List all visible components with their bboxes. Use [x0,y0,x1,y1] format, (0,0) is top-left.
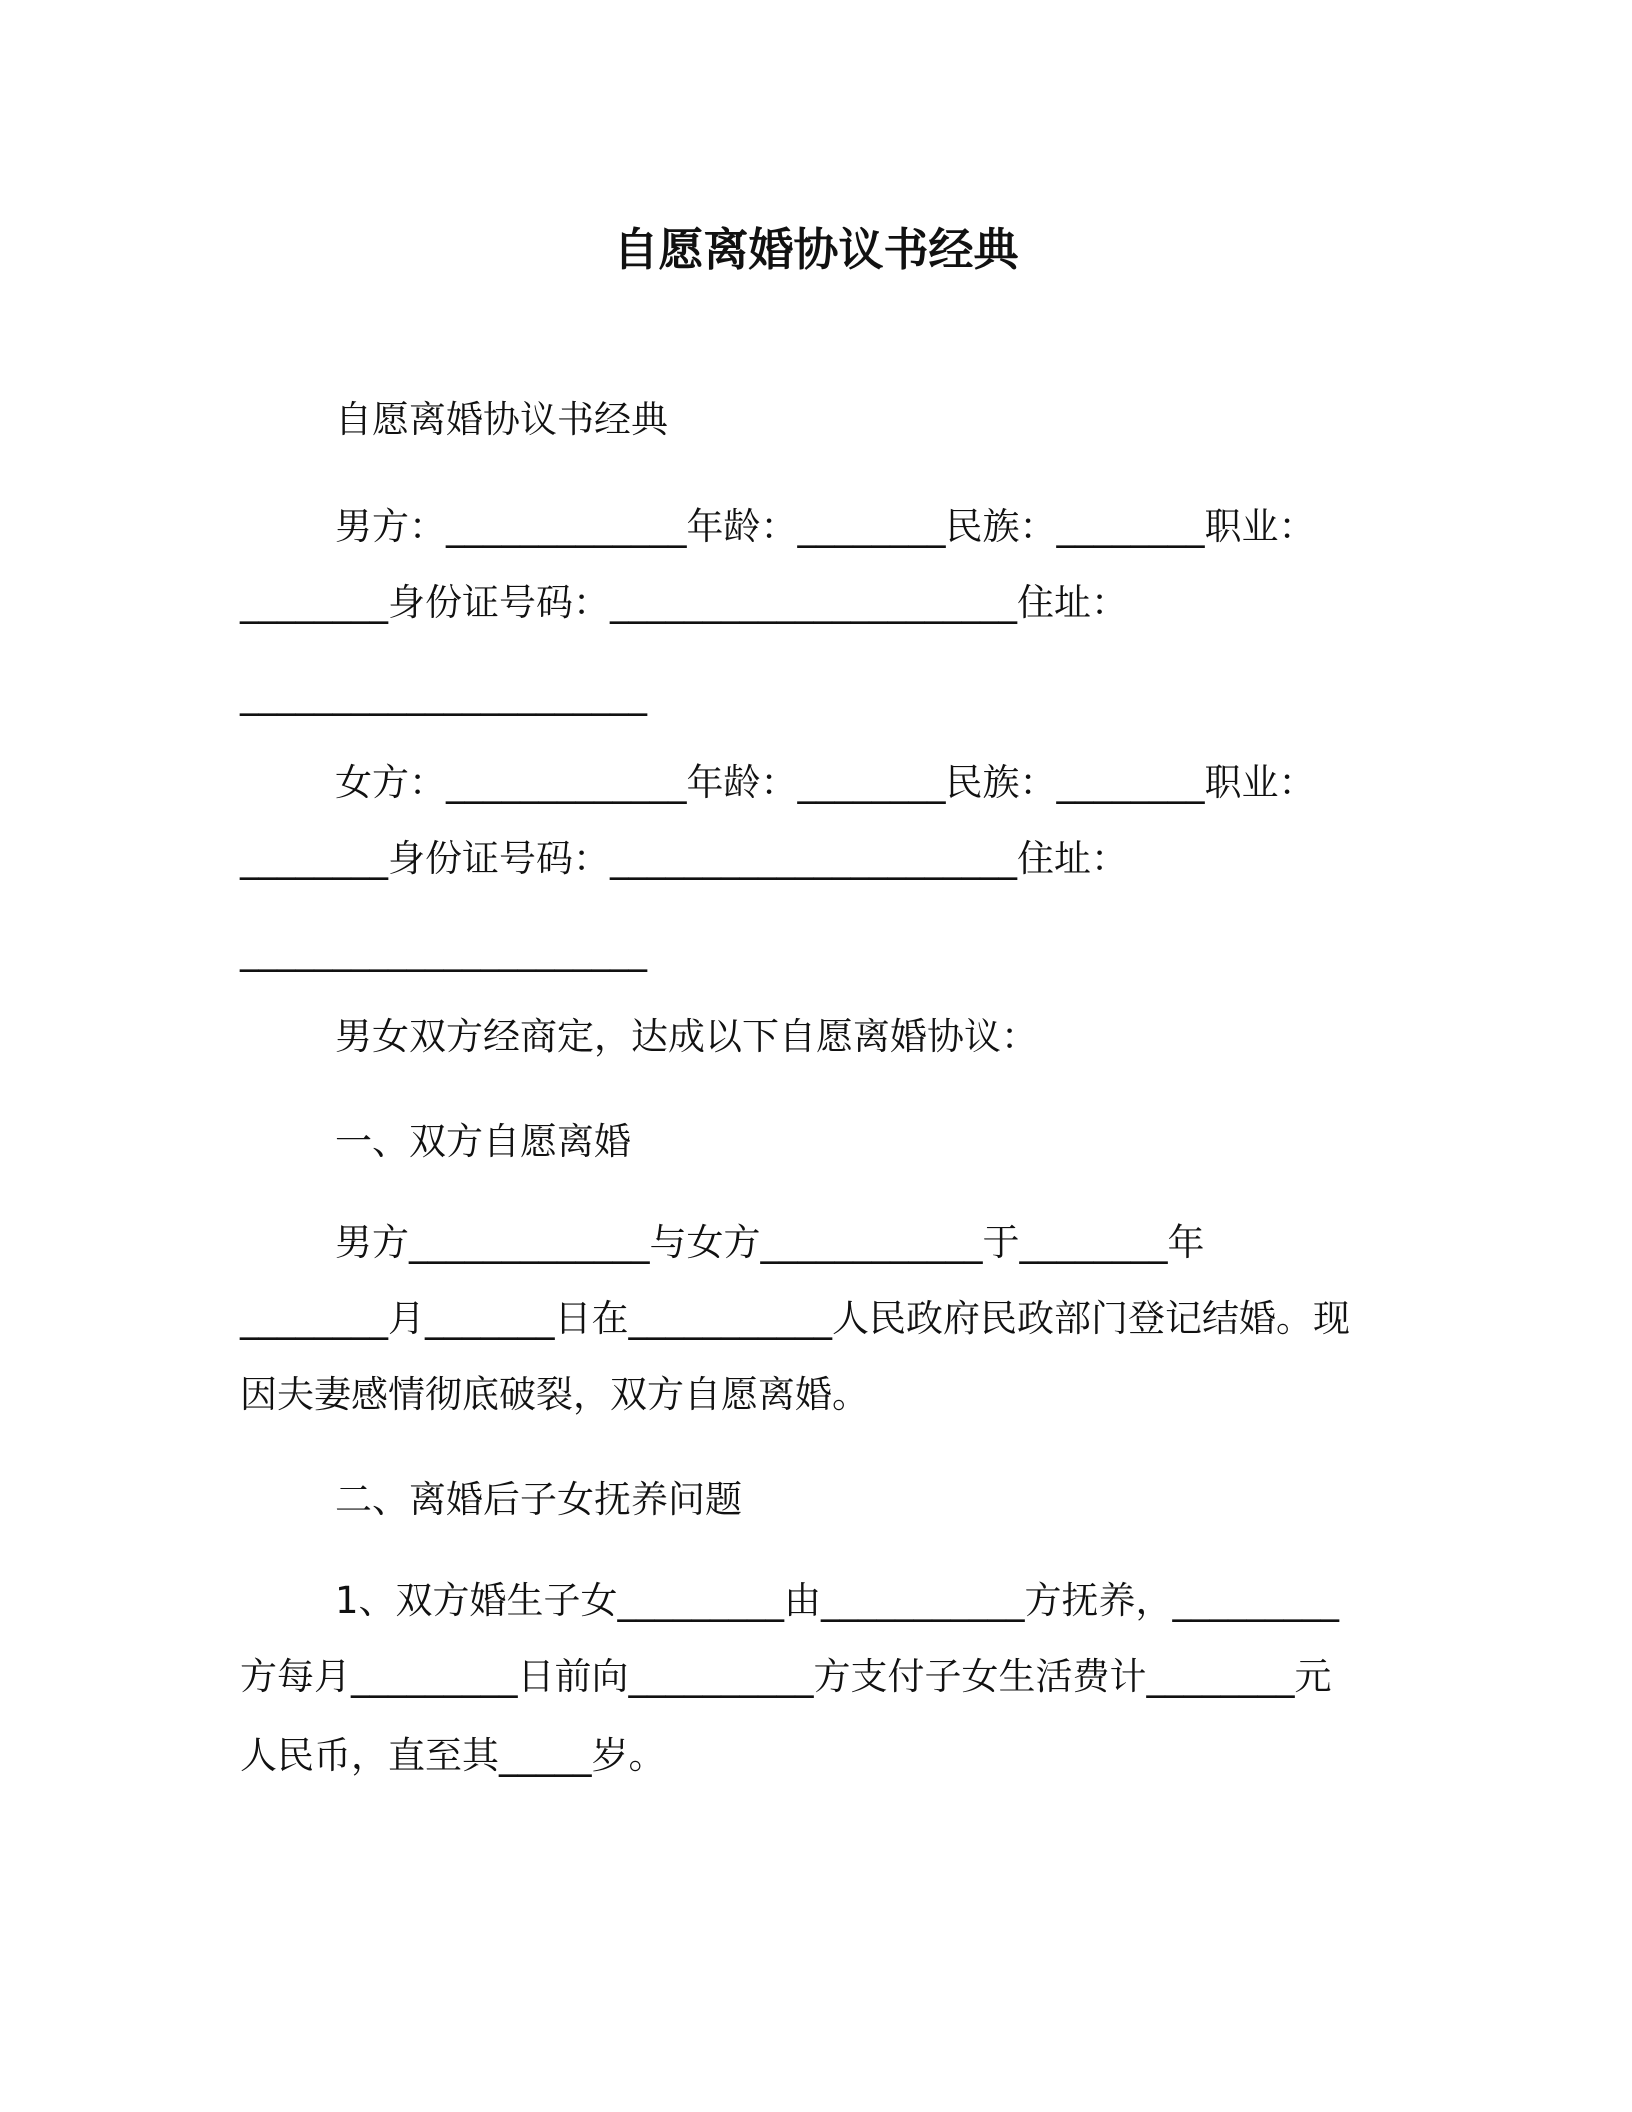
male-id-line: ________身份证号码：______________________住址： [240,581,1128,624]
section-two-item-1-line-2: 方每月_________日前向__________方支付子女生活费计________元 [240,1655,1332,1698]
female-info-line: 女方：_____________年龄：________民族：________职业： [335,761,1316,804]
section-two-heading: 二、离婚后子女抚养问题 [335,1478,742,1521]
document-title: 自愿离婚协议书经典 [613,223,1019,276]
section-one-text-3: 因夫妻感情彻底破裂，双方自愿离婚。 [240,1373,869,1416]
section-one-heading: 一、双方自愿离婚 [335,1120,631,1163]
subtitle-line: 自愿离婚协议书经典 [335,398,668,441]
agreement-intro: 男女双方经商定，达成以下自愿离婚协议： [335,1015,1038,1058]
section-two-item-1-line-3: 人民币，直至其_____岁。 [240,1734,666,1777]
male-info-line: 男方：_____________年龄：________民族：________职业： [335,505,1316,548]
female-id-line: ________身份证号码：______________________住址： [240,837,1128,880]
section-one-text-2: ________月_______日在___________人民政府民政部门登记结婚。现 [240,1297,1350,1340]
section-one-text-1: 男方_____________与女方____________于________年 [335,1221,1205,1264]
section-two-item-1-line-1: 1、双方婚生子女_________由___________方抚养，_________ [335,1579,1340,1622]
female-address-line: ______________________ [240,929,647,972]
male-address-line: ______________________ [240,673,647,716]
